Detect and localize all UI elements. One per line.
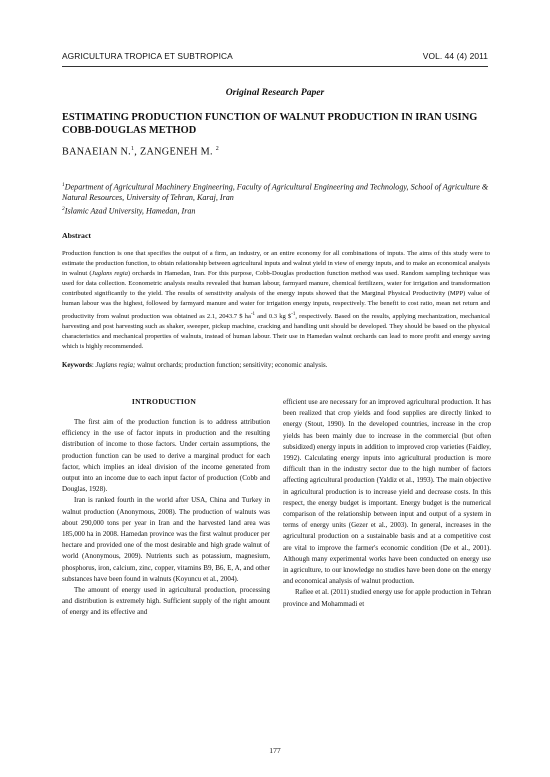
author-1-affil-mark: 1 [130,146,135,152]
affiliation-2: $^2$Islamic Azad University, Hamedan, Iran [62,205,196,216]
paragraph: The first aim of the production function is to address attribution efficiency in the use of factor inputs in production and the resulting distribution of income to those factors. Under certain assumptions, the production function can be used to derive a marginal product for each factor, which implies an ideal division of the income generated from output into an income due to each input factor of production (Cobb and Douglas, 1928). [62,418,270,494]
abstract-heading: Abstract [62,231,92,240]
author-2-affil-mark: 2 [215,146,220,152]
left-column [62,417,270,619]
paper-title: ESTIMATING PRODUCTION FUNCTION OF WALNUT PRODUCTION IN IRAN USING COBB-DOUGLAS METHOD [62,112,478,136]
paragraph: The amount of energy used in agricultural production, processing and distribution is extremely high. Sufficient supply of the right amount of energy and its effective and [62,586,270,617]
journal-name: AGRICULTURA TROPICA ET SUBTROPICA [62,51,233,61]
volume-label: VOL. 44 (4) 2011 [422,51,488,61]
author-1: BANAEIAN N. [62,146,131,158]
header-rule [62,66,488,67]
paragraph: Rafiee et al. (2011) studied energy use for apple production in Tehran province and Mohammadi et [283,588,491,608]
paragraph: Iran is ranked fourth in the world after USA, China and Turkey in walnut production (Anonymous, 2008). The production of walnuts was about 290,000 tons per year in Iran and the harvested land area was 185,000 ha in 2008. Hamedan province was the first walnut producer per hectare and provided one of the most desirable and high grade walnut of world (Anonymous, 2009). Nutrients such as potassium, magnesium, phosphorus, iron, calcium, zinc, copper, vitamins B9, B6, E, A, and other substances have been found in walnuts (Koyuncu et al., 2004). [62,496,270,583]
keywords: Keywords: Juglans regia; walnut orchards; production function; sensitivity; economic analysis. [62,362,328,369]
author-list [62,146,219,157]
paragraph: efficient use are necessary for an improved agricultural production. It has been realized that crop yields and food supplies are directly linked to energy (Stout, 1990). In the developed countries, increase in the crop yields has been mainly due to increase in the commercial (but often subsidized) energy inputs in addition to improved crop varieties (Faidley, 1992). Calculating energy inputs into agricultural production is more difficult than in the industry sector due to the high number of factors affecting agricultural production (Yaldiz et al., 1993). The main objective in agricultural production is to increase yield and decrease costs. In this respect, the energy budget is important. Energy budget is the numerical comparison of the relationship between input and output of a system in terms of energy units (Gezer et al., 2003). In general, increases in the agricultural production on a sustainable basis and at a competitive cost are vital to improve the farmer's economic condition (De et al., 2001). Although many experimental works have been conducted on energy use in agriculture, to our knowledge no studies have been done on the energy and economical analysis of walnut production. [283,398,491,586]
author-separator: , [134,146,140,158]
affiliations [62,180,492,217]
page-number: 177 [269,746,281,755]
article-type: Original Research Paper [225,87,325,98]
running-header [62,51,488,65]
affiliation-1: $^1$Department of Agricultural Machinery Engineering, Faculty of Agricultural Engineering and Technology, School of Agriculture & Natural Resources, University of Tehran, Karaj, Iran [62,182,489,203]
abstract-body: Production function is one that specifies the output of a firm, an industry, or an entire economy for all combinations of inputs. The aims of this study were to estimate the production function, to obtain relationship between agricultural inputs and walnut yield in view of energy inputs, and to make an economical analysis in walnut (Juglans regia) orchards in Hamedan, Iran. For this purpose, Cobb-Douglas production function method was used. Random sampling technique was used for data collection. Econometric analysis results revealed that human labour, farmyard manure, chemical fertilizers, water for irrigation and transformation contributed significantly to the yield. The results of sensitivity analysis of the energy inputs showed that the Marginal Physical Productivity (MPP) value of human labour was the highest, followed by farmyard manure and water for irrigation energy inputs, respectively. The benefit to cost ratio, mean net return and productivity from walnut production was obtained as 2.1, 2043.7 $ $ha^{-1}$ and 0.3 kg \$$^{-1}$, respectively. Based on the results, applying mechanization, mechanical harvesting and post harvesting such as shaker, sweeper, pickup machine, cracking and handling unit should be developed. They should be based on the physical characteristics and mechanical properties of walnuts, instead of human labour. Their use in Hamedan walnut orchards can lead to more profit and energy saving which is highly recommended. [62,250,490,351]
author-2: ZANGENEH M. [139,146,213,158]
right-column [283,397,491,610]
keywords-label: Keywords [62,362,92,369]
section-heading-introduction: INTRODUCTION [131,397,197,406]
